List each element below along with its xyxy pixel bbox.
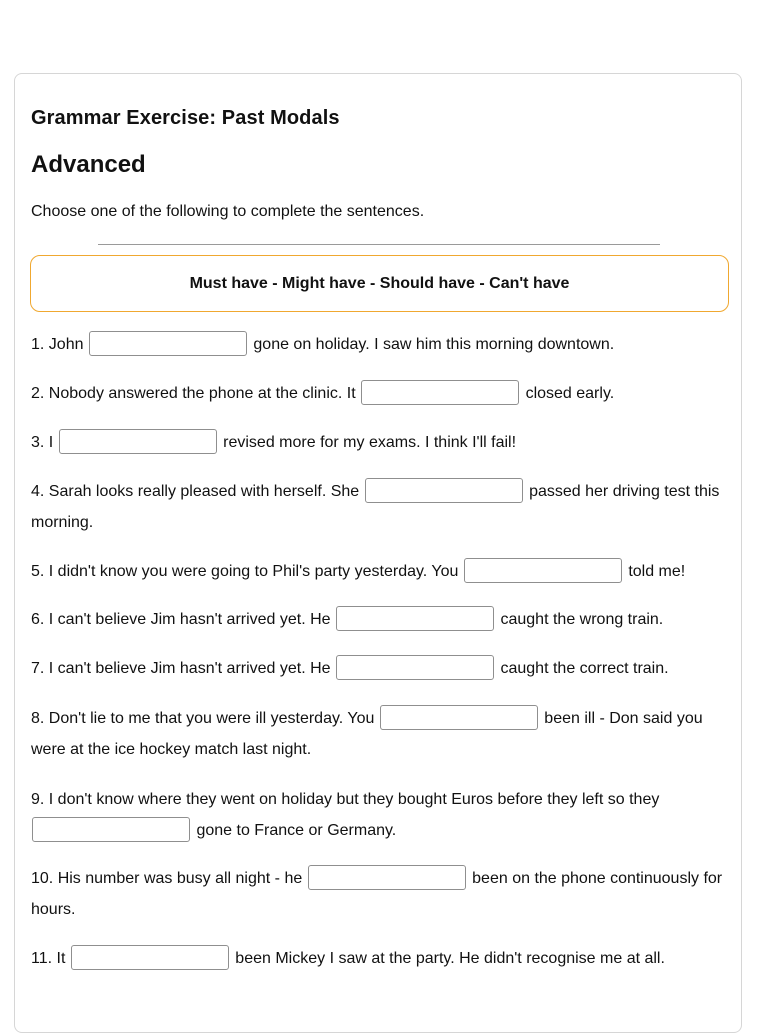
question-6: [31, 604, 731, 635]
question-3: [31, 427, 731, 458]
question-text-after: gone on holiday. I saw him this morning downtown.: [253, 336, 615, 353]
question-text-before: 10. His number was busy all night - he: [31, 870, 303, 887]
question-text-after: been Mickey I saw at the party. He didn't recognise me at all.: [235, 950, 665, 967]
question-8: [31, 703, 731, 765]
answer-input-6[interactable]: [336, 606, 494, 631]
divider: [98, 244, 660, 245]
instructions-text: Choose one of the following to complete the sentences.: [31, 203, 425, 220]
question-text-before: 3. I: [31, 434, 54, 451]
question-9: [31, 784, 731, 846]
options-box: [30, 255, 729, 312]
question-text-after: closed early.: [525, 385, 615, 402]
question-text-before: 4. Sarah looks really pleased with herself. She: [31, 483, 360, 500]
exercise-card: [14, 73, 742, 1033]
question-text-after: been ill - Don said you were at the ice hockey match last night.: [31, 710, 703, 758]
answer-input-4[interactable]: [365, 478, 523, 503]
question-text-after: caught the wrong train.: [500, 611, 664, 628]
question-text-before: 1. John: [31, 336, 84, 353]
question-text-after: been on the phone continuously for hours.: [31, 870, 723, 918]
question-text-after: gone to France or Germany.: [196, 822, 397, 839]
answer-input-7[interactable]: [336, 655, 494, 680]
question-7: [31, 653, 731, 684]
question-text-before: 6. I can't believe Jim hasn't arrived yet. He: [31, 611, 331, 628]
answer-input-11[interactable]: [71, 945, 229, 970]
answer-input-8[interactable]: [380, 705, 538, 730]
answer-input-1[interactable]: [89, 331, 247, 356]
answer-input-3[interactable]: [59, 429, 217, 454]
answer-input-5[interactable]: [464, 558, 622, 583]
question-text-before: 7. I can't believe Jim hasn't arrived yet. He: [31, 660, 331, 677]
question-text-after: revised more for my exams. I think I'll fail!: [223, 434, 517, 451]
question-11: [31, 943, 731, 974]
options-text: Must have - Might have - Should have - Can't have: [189, 274, 570, 292]
question-10: [31, 863, 731, 925]
question-4: [31, 476, 731, 538]
question-2: [31, 378, 731, 409]
question-text-before: 8. Don't lie to me that you were ill yesterday. You: [31, 710, 375, 727]
exercise-title: Grammar Exercise: Past Modals: [31, 107, 340, 129]
question-text-before: 9. I don't know where they went on holiday but they bought Euros before they left so they: [31, 791, 660, 808]
answer-input-2[interactable]: [361, 380, 519, 405]
question-text-before: 5. I didn't know you were going to Phil's party yesterday. You: [31, 563, 459, 580]
question-1: [31, 329, 731, 360]
question-text-after: passed her driving test this morning.: [31, 483, 720, 531]
question-5: [31, 556, 731, 587]
answer-input-9[interactable]: [32, 817, 190, 842]
question-text-after: told me!: [628, 563, 686, 580]
answer-input-10[interactable]: [308, 865, 466, 890]
question-text-after: caught the correct train.: [500, 660, 669, 677]
level-heading: Advanced: [31, 151, 146, 178]
question-text-before: 2. Nobody answered the phone at the clinic. It: [31, 385, 356, 402]
question-text-before: 11. It: [31, 950, 66, 967]
